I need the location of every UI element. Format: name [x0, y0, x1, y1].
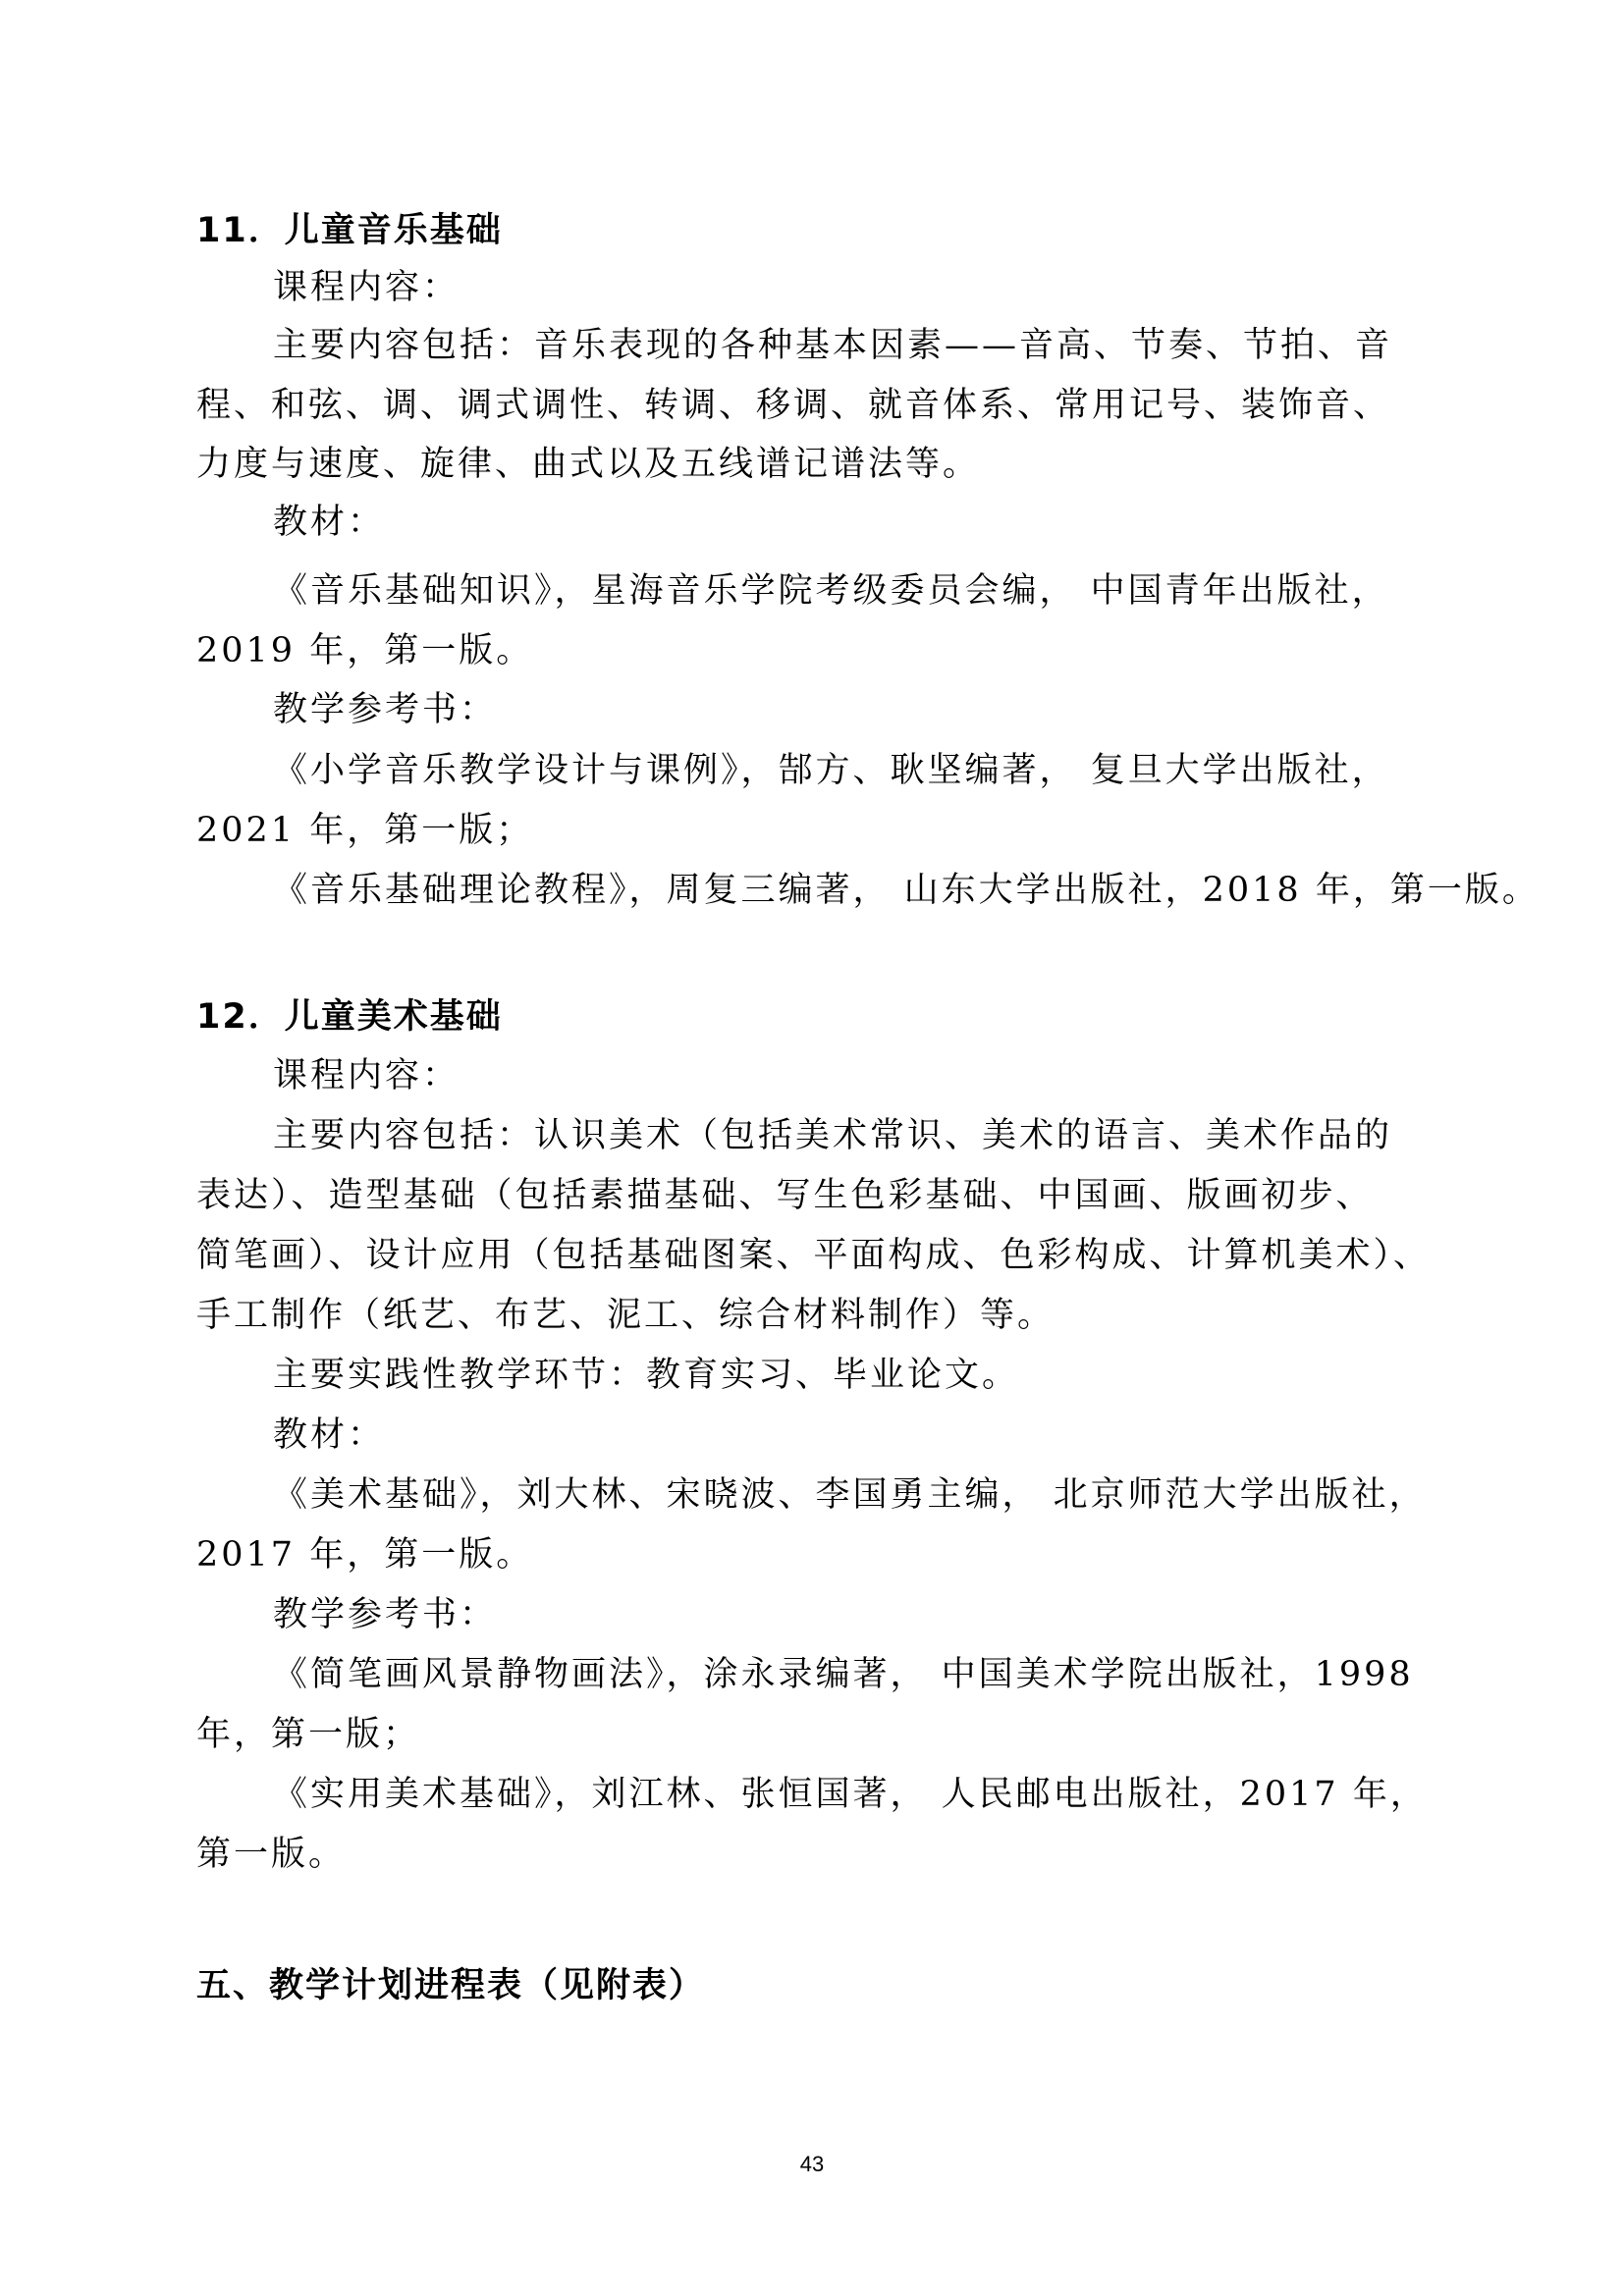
section-12-content-line-1: 主要内容包括：认识美术（包括美术常识、美术的语言、美术作品的: [273, 1116, 1393, 1155]
section-12-content-line-2: 表达）、造型基础（包括素描基础、写生色彩基础、中国画、版画初步、: [196, 1176, 1374, 1215]
section-11-heading: 11．儿童音乐基础: [196, 211, 503, 250]
section-11-reference-label: 教学参考书：: [273, 690, 498, 729]
section-11-reference-line-1: 《小学音乐教学设计与课例》，郜方、耿坚编著， 复旦大学出版社，: [273, 751, 1389, 790]
section-12-reference-line-1: 《简笔画风景静物画法》，涂永录编著， 中国美术学院出版社，1998: [273, 1655, 1414, 1694]
section-12-reference-line-4: 第一版。: [196, 1835, 347, 1874]
section-12-content-label: 课程内容：: [273, 1056, 460, 1095]
section-12-content-line-4: 手工制作（纸艺、布艺、泥工、综合材料制作）等。: [196, 1296, 1056, 1335]
section-12-reference-line-3: 《实用美术基础》，刘江林、张恒国著， 人民邮电出版社，2017 年，: [273, 1775, 1428, 1814]
section-12-textbook-label: 教材：: [273, 1415, 386, 1455]
section-12-heading: 12．儿童美术基础: [196, 997, 503, 1037]
section-5-heading: 五、教学计划进程表（见附表）: [196, 1966, 706, 2005]
section-11-content-line-2: 程、和弦、调、调式调性、转调、移调、就音体系、常用记号、装饰音、: [196, 386, 1391, 425]
section-12-textbook-line-1: 《美术基础》，刘大林、宋晓波、李国勇主编， 北京师范大学出版社，: [273, 1475, 1427, 1515]
page-number: 43: [799, 2152, 825, 2176]
section-11-reference-line-2: 2021 年，第一版；: [196, 811, 534, 850]
section-12-textbook-line-2: 2017 年，第一版。: [196, 1535, 534, 1575]
section-12-content-line-3: 简笔画）、设计应用（包括基础图案、平面构成、色彩构成、计算机美术）、: [196, 1236, 1432, 1275]
section-12-practice-line: 主要实践性教学环节：教育实习、毕业论文。: [273, 1356, 1020, 1395]
section-11-textbook-label: 教材：: [273, 503, 386, 542]
section-11-textbook-line-2: 2019 年，第一版。: [196, 631, 534, 670]
section-11-reference-line-3: 《音乐基础理论教程》，周复三编著， 山东大学出版社，2018 年，第一版。: [273, 871, 1540, 910]
section-11-content-label: 课程内容：: [273, 268, 460, 307]
section-11-content-line-1: 主要内容包括：音乐表现的各种基本因素——音高、节奏、节拍、音: [273, 326, 1393, 365]
section-11-content-line-3: 力度与速度、旋律、曲式以及五线谱记谱法等。: [196, 445, 981, 484]
section-12-reference-line-2: 年，第一版；: [196, 1715, 421, 1754]
section-11-textbook-line-1: 《音乐基础知识》，星海音乐学院考级委员会编， 中国青年出版社，: [273, 571, 1389, 611]
section-12-reference-label: 教学参考书：: [273, 1595, 498, 1634]
